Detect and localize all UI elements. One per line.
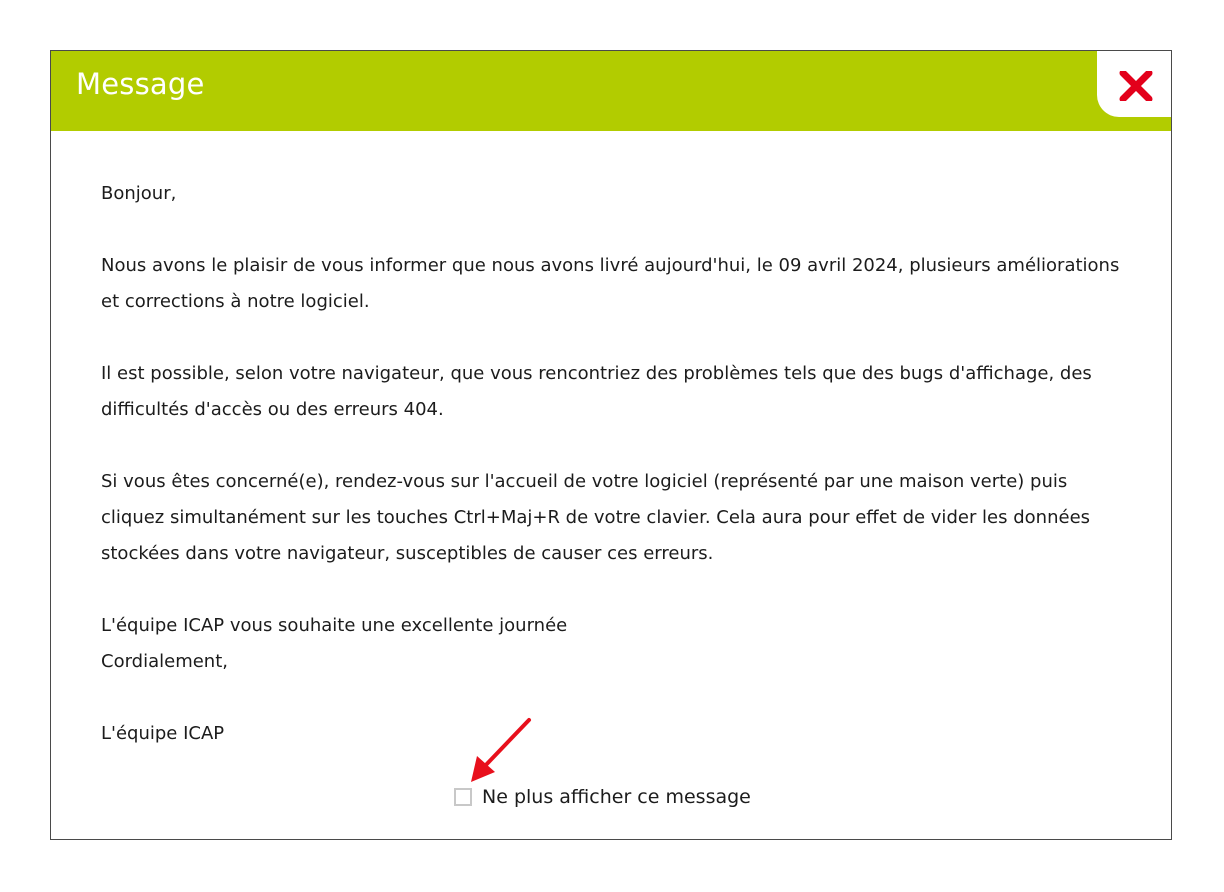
- message-body: [101, 176, 1131, 788]
- dont-show-again-checkbox[interactable]: [454, 788, 472, 806]
- dialog-title: Message: [76, 67, 205, 101]
- dialog-titlebar: [51, 51, 1171, 131]
- paragraph-issues: Il est possible, selon votre navigateur, que vous rencontriez des problèmes tels que des bugs d'affichage, des difficultés d'accès ou des erreurs 404.: [101, 363, 1092, 420]
- paragraph-release: Nous avons le plaisir de vous informer que nous avons livré aujourd'hui, le 09 avril 2024, plusieurs améliorations et corrections à notre logiciel.: [101, 255, 1120, 312]
- dont-show-again-label[interactable]: Ne plus afficher ce message: [482, 786, 751, 808]
- close-button[interactable]: [1097, 51, 1171, 117]
- closing-wish-text: L'équipe ICAP vous souhaite une excellente journée: [101, 615, 568, 636]
- close-x-icon: [1119, 71, 1153, 101]
- message-dialog: [50, 50, 1172, 840]
- closing-block: [101, 608, 1131, 680]
- paragraph-instructions: Si vous êtes concerné(e), rendez-vous sur l'accueil de votre logiciel (représenté par une maison verte) puis cliquez simultanément sur les touches Ctrl+Maj+R de votre clavier. Cela aura pour effet de vider les données stockées dans votre navigateur, susceptibles de causer ces erreurs.: [101, 471, 1091, 564]
- dont-show-again-row[interactable]: [454, 782, 751, 812]
- greeting-text: Bonjour,: [101, 183, 177, 204]
- red-arrow-icon: [467, 716, 537, 786]
- signature-text: L'équipe ICAP: [101, 723, 225, 744]
- closing-regards-text: Cordialement,: [101, 651, 228, 672]
